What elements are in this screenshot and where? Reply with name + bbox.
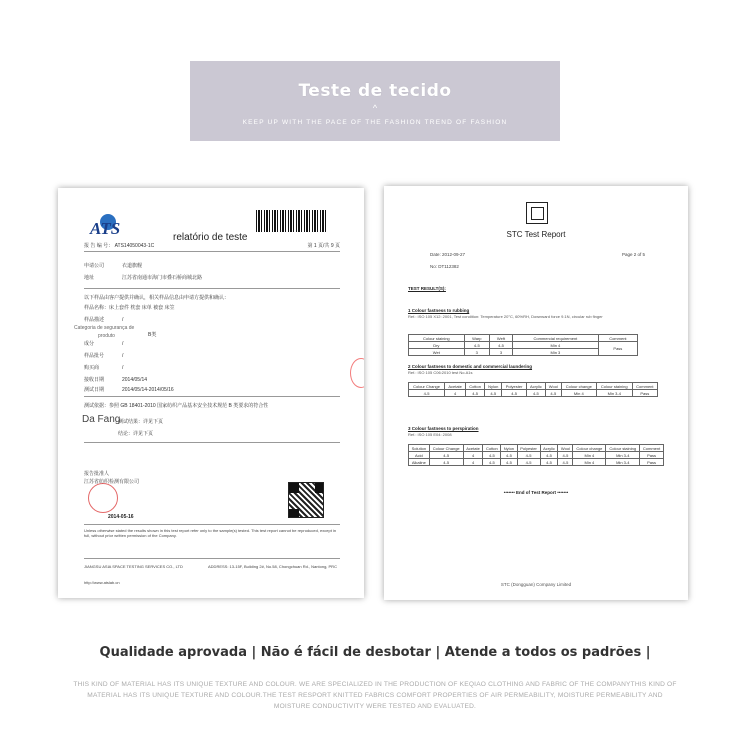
section1-ref: Ref.: ISO 105 X12: 2001, Test condition: Temperature 20°C, 60%RH, Downward force 9.1N, circular rub finger (408, 314, 603, 319)
banner-caret: ^ (372, 103, 378, 113)
category-value: B类 (148, 332, 157, 338)
description: THIS KIND OF MATERIAL HAS ITS UNIQUE TEXTURE AND COLOUR. WE ARE SPECIALIZED IN THE PRODUCTION OF KEQIAO CLOTHING AND FABRIC OF THE COMPANYTHIS KIND OF MATERIAL HAS ITS UNIQUE TEXTURE AND COLOUR.THE TEST RESPORT KNITTED FABRICS COMFORT PROPERTIES OF AIR PERMEABILITY, MOISTURE PERMEABILITY AND MOISTURE CONDUCTIVITY WERE TESTED AND EVALUATED. (73, 681, 677, 710)
banner-title: Teste de tecido (298, 81, 452, 101)
table-rubbing: Colour staining Warp Weft Commercial requirement Comment Dry 4-5 4-5 Min 4 Pass Wet 3 3 Min 3 (408, 334, 638, 356)
sample-line: 以下样品由客户提供并确认，相关样品信息由申请方提供和确认： (84, 295, 230, 301)
red-stamp-edge (350, 358, 364, 388)
field-received: 接收日期 2014/05/14 (84, 377, 148, 383)
stamp-date: 2014-05-16 (108, 514, 134, 520)
report-number: ATS14050043-1C (114, 243, 155, 249)
section2-title: 2 Colour fastness to domestic and commercial laundering (408, 364, 533, 369)
end-of-report: ••••••• End of Test Report ••••••• (503, 490, 569, 495)
section2-ref: Ref.: ISO 105 C06:2010 test No.A1s (408, 370, 473, 375)
report-number-row: 报 告 编 号： ATS14050043-1C 第 1 页/共 9 页 (84, 242, 340, 252)
overlay-dafang: Da Fang (82, 414, 121, 425)
test-basis: 测试依据：参照 GB 18401-2010 国家纺织产品基本安全技术规范 B 类要求的符合性 (84, 403, 269, 409)
field-applicant: 申请公司 衣道旗舰 (84, 263, 143, 269)
section3-ref: Ref.: ISO 105 E04: 2008 (408, 432, 452, 437)
quality-line: Qualidade aprovada | Não é fácil de desbotar | Atende a todos os padrões | (99, 645, 651, 660)
stc-logo-icon (526, 202, 548, 224)
overlay-title: relatório de teste (173, 232, 248, 243)
footer-address: ADDRESS: 13-15F, Building 2#, No.58, Chongchuan Rd., Nantong, PRC (208, 564, 337, 569)
overlay-product: produto (98, 333, 115, 339)
table-perspiration: Solution Colour Change Acetate Cotton Nylon Polyester Acrylic Wool Colour change Colour staining Comment Acid 4-5 4 4-5 4-5 4-5 4-5 4-5 Min 4 Min 3-4 Pass Alkaline 4-5 4 4-5 4-5 4-5 4-5 4-5 Min 4 Min 3-4 Pass (408, 444, 664, 466)
disclaimer: Unless otherwise stated the results shown in this test report refer only to the sample(s) tested. This test report cannot be reproduced, except in full, without prior written permission of the Company. (84, 528, 337, 538)
stc-title: STC Test Report (506, 230, 566, 239)
qr-code (288, 482, 324, 518)
field-address: 地址 江苏省南通市海门市叠石桥商城北路 (84, 275, 203, 281)
section1-title: 1 Colour fastness to rubbing (408, 308, 470, 313)
ats-test-report (58, 188, 364, 598)
banner-tagline: KEEP UP WITH THE PACE OF THE FASHION TREND OF FASHION (242, 119, 508, 126)
field-batch: 样品批号 / (84, 353, 124, 359)
field-buyer: 购买商 / (84, 365, 124, 371)
approver: 报告批准人 (84, 471, 110, 477)
company-cn: 江苏省纺织检测有限公司 (84, 479, 140, 485)
report-no: No: DT112382 (430, 264, 459, 269)
table-laundering: Colour Change Acetate Cotton Nylon Polyester Acrylic Wool Colour change Colour staining Comment 4-5 4 4-5 4-5 4-5 4-5 4-5 Min 4 Min 3-4 Pass (408, 382, 658, 397)
overlay-category: Categoria de segurança de (74, 325, 135, 331)
test-result: 测试结果：详见下页 (118, 419, 164, 425)
field-composition: 成分 / (84, 341, 124, 347)
field-test-date: 测试日期 2014/05/14-2014/05/16 (84, 387, 174, 393)
report-page: 第 1 页/共 9 页 (307, 243, 340, 249)
banner (190, 61, 560, 141)
footer-company: JIANGSU ASIA SPACE TESTING SERVICES CO., LTD (84, 564, 183, 569)
stc-footer: STC (Dongguan) Company Limited (500, 582, 572, 587)
stc-test-report (384, 186, 688, 600)
ats-logo: ATS (90, 214, 130, 236)
barcode (256, 210, 326, 232)
section3-title: 3 Colour fastness to perspiration (408, 426, 479, 431)
results-header: TEST RESULT(S): (408, 286, 446, 291)
footer-web: http://www.atslab.cn (84, 580, 120, 585)
conclusion: 结论：详见下页 (118, 431, 154, 437)
field-description: 样品描述 / (84, 317, 124, 323)
report-date: Date: 2012-09-27 (430, 252, 466, 257)
sample-name: 样品名称：床上套件 枕套 床单 被套 床笠 (84, 305, 175, 311)
red-stamp (88, 483, 118, 513)
report-page: Page 2 of 5 (622, 252, 646, 257)
